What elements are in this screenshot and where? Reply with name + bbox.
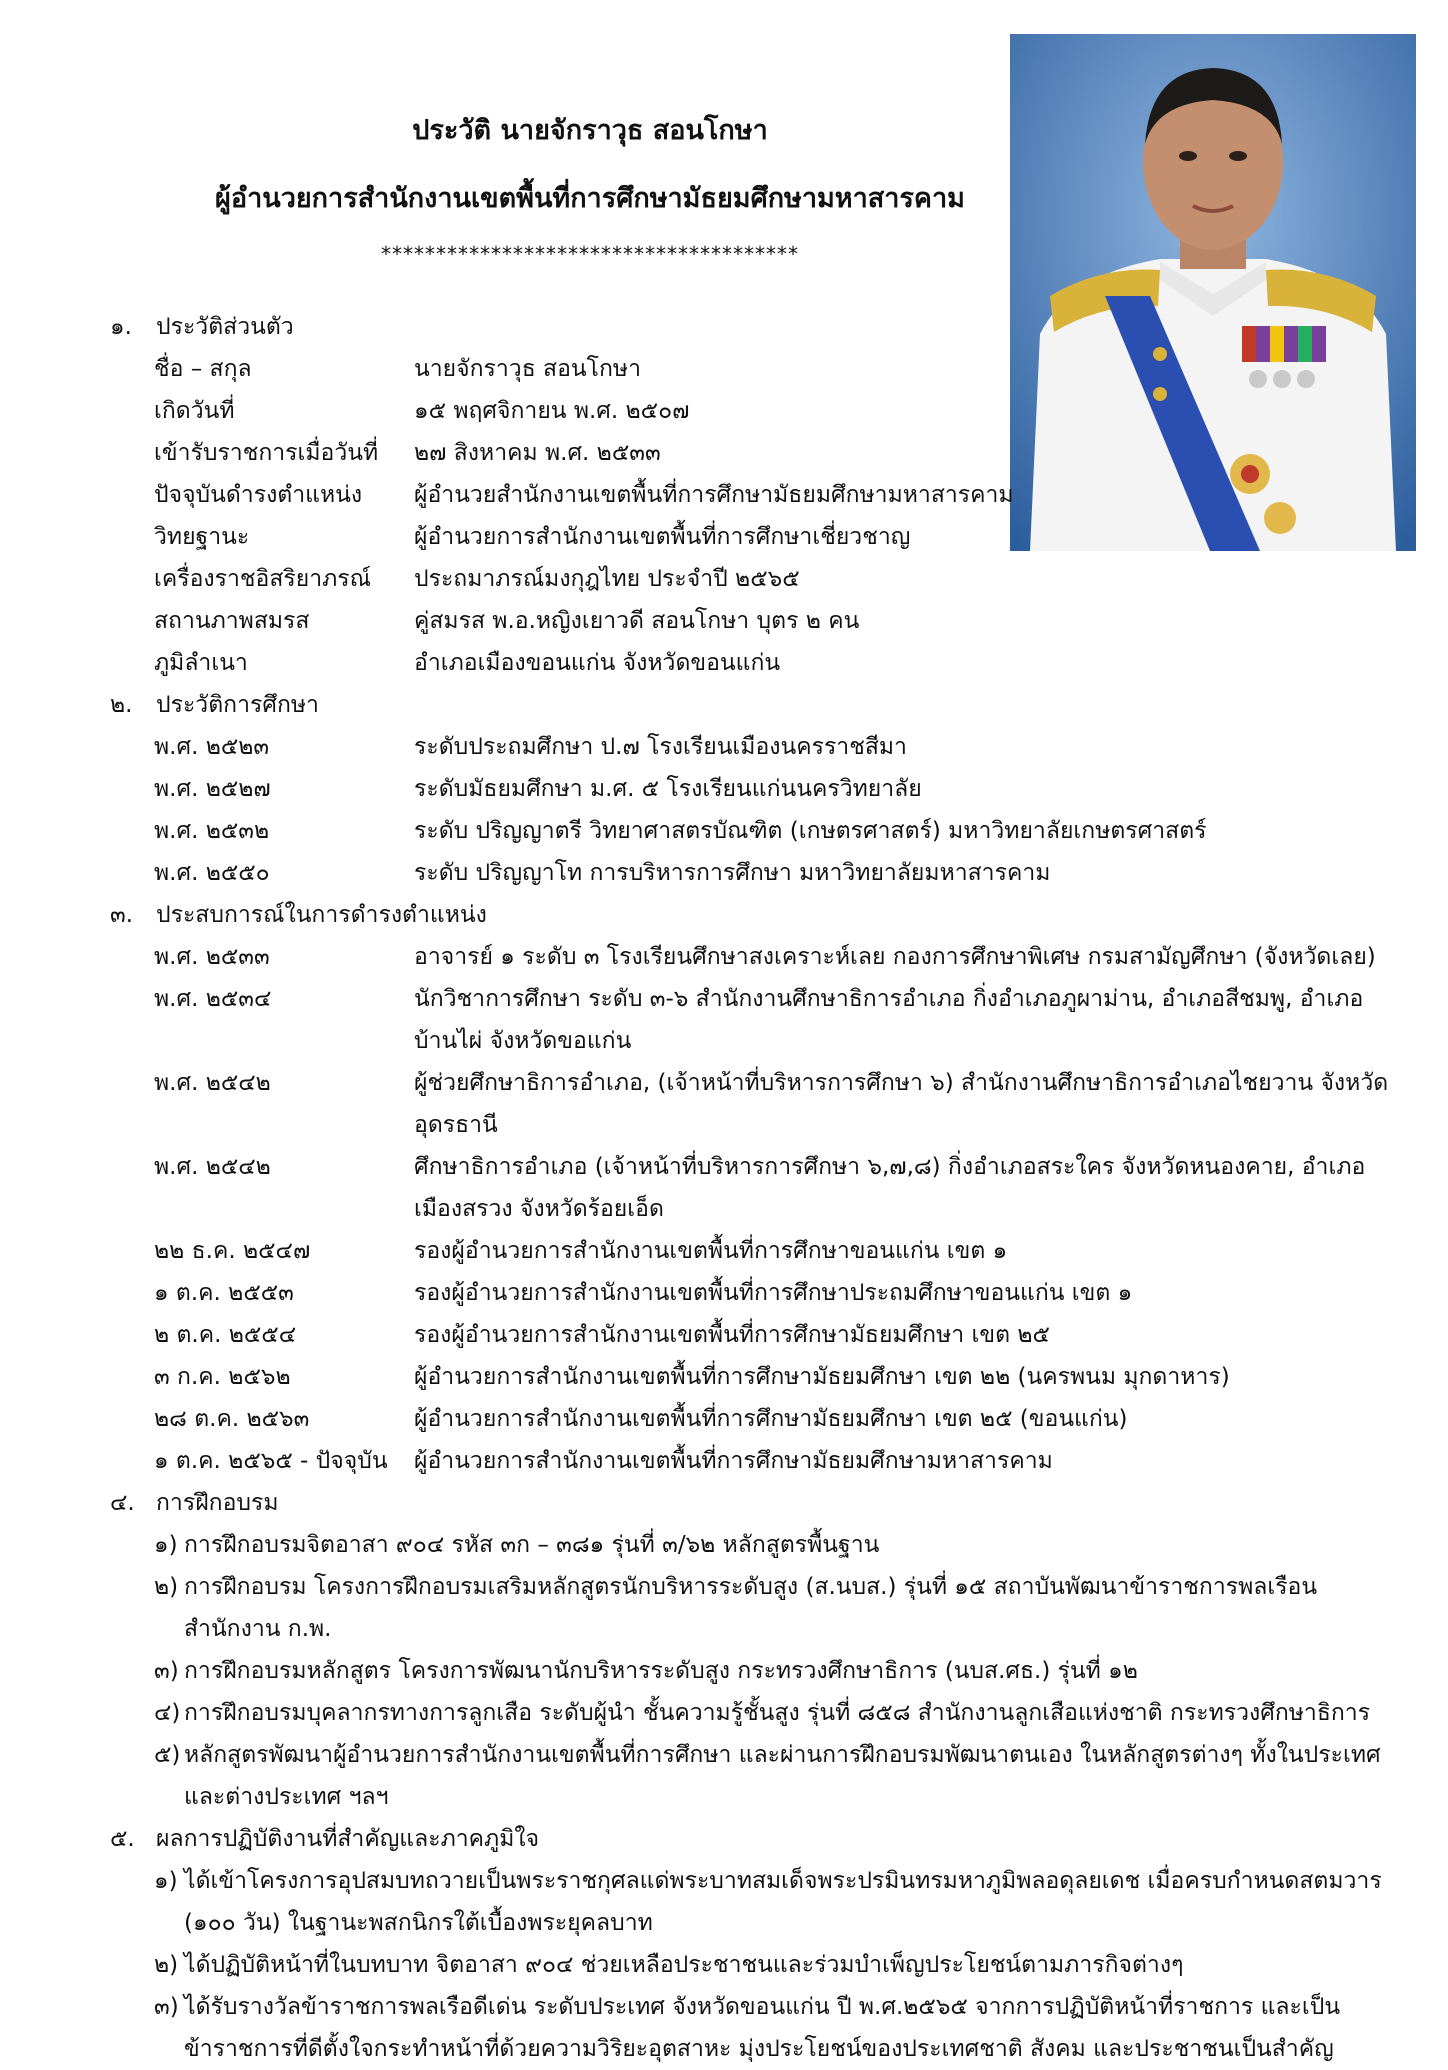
row-label: ปัจจุบันดำรงตำแหน่ง: [154, 482, 363, 508]
row-value: ผู้อำนวยสำนักงานเขตพื้นที่การศึกษามัธยมศึกษามหาสารคาม: [414, 482, 1014, 508]
row-value: ผู้อำนวยการสำนักงานเขตพื้นที่การศึกษามัธยมศึกษา เขต ๒๕ (ขอนแก่น): [414, 1406, 1128, 1432]
experience-row: [110, 1440, 1400, 1482]
section-training-heading: [110, 1482, 1400, 1524]
row-label: พ.ศ. ๒๕๔๒: [154, 1070, 271, 1096]
training-item: [110, 1650, 1400, 1692]
item-number: ๓): [154, 1994, 179, 2020]
row-label: เข้ารับราชการเมื่อวันที่: [154, 440, 379, 466]
row-label: พ.ศ. ๒๕๕๐: [154, 860, 270, 886]
row-value: ศึกษาธิการอำเภอ (เจ้าหน้าที่บริหารการศึกษา ๖,๗,๘) กิ่งอำเภอสระใคร จังหวัดหนองคาย, อำเภอเมืองสรวง จังหวัดร้อยเอ็ด: [414, 1154, 1366, 1222]
row-label: พ.ศ. ๒๕๒๓: [154, 734, 270, 760]
section-number: ๓.: [110, 902, 134, 928]
row-value: ๒๗ สิงหาคม พ.ศ. ๒๕๓๓: [414, 440, 661, 466]
section-title: ผลการปฏิบัติงานที่สำคัญและภาคภูมิใจ: [156, 1826, 540, 1852]
education-row: [110, 726, 1400, 768]
item-text: การฝึกอบรมจิตอาสา ๙๐๔ รหัส ๓ก – ๓๘๑ รุ่นที่ ๓/๖๒ หลักสูตรพื้นฐาน: [184, 1532, 880, 1558]
item-number: ๒): [154, 1574, 179, 1600]
section-achievements-heading: [110, 1818, 1400, 1860]
row-label: พ.ศ. ๒๕๓๓: [154, 944, 270, 970]
row-label: ๒๘ ต.ค. ๒๕๖๓: [154, 1406, 310, 1432]
row-value: ประถมาภรณ์มงกุฎไทย ประจำปี ๒๕๖๕: [414, 566, 800, 592]
item-number: ๒): [154, 1952, 179, 1978]
achievement-item: [110, 1860, 1400, 1944]
row-label: ๓ ก.ค. ๒๕๖๒: [154, 1364, 291, 1390]
row-value: ระดับมัธยมศึกษา ม.ศ. ๕ โรงเรียนแก่นนครวิทยาลัย: [414, 776, 922, 802]
row-label: เครื่องราชอิสริยาภรณ์: [154, 566, 371, 592]
item-text: ได้ปฏิบัติหน้าที่ในบทบาท จิตอาสา ๙๐๔ ช่วยเหลือประชาชนและร่วมบำเพ็ญประโยชน์ตามภารกิจต่างๆ: [184, 1952, 1184, 1978]
row-value: คู่สมรส พ.อ.หญิงเยาวดี สอนโกษา บุตร ๒ คน: [414, 608, 860, 634]
experience-row: [110, 1230, 1400, 1272]
personal-row: [110, 474, 1400, 516]
row-value: ผู้อำนวยการสำนักงานเขตพื้นที่การศึกษามัธยมศึกษามหาสารคาม: [414, 1448, 1053, 1474]
item-text: การฝึกอบรมหลักสูตร โครงการพัฒนานักบริหารระดับสูง กระทรวงศึกษาธิการ (นบส.ศธ.) รุ่นที่ ๑๒: [184, 1658, 1138, 1684]
row-value: อำเภอเมืองขอนแก่น จังหวัดขอนแก่น: [414, 650, 781, 676]
achievement-item: [110, 1986, 1400, 2070]
item-number: ๓): [154, 1658, 179, 1684]
document-title: ประวัติ นายจักราวุธ สอนโกษา: [412, 115, 768, 146]
training-item: [110, 1692, 1400, 1734]
row-label: ภูมิลำเนา: [154, 650, 248, 676]
section-education-heading: [110, 684, 1400, 726]
row-value: ๑๕ พฤศจิกายน พ.ศ. ๒๕๐๗: [414, 398, 690, 424]
education-row: [110, 810, 1400, 852]
document-subtitle: ผู้อำนวยการสำนักงานเขตพื้นที่การศึกษามัธยมศึกษามหาสารคาม: [215, 183, 965, 214]
experience-row: [110, 1272, 1400, 1314]
education-row: [110, 768, 1400, 810]
section-title: การฝึกอบรม: [156, 1490, 279, 1516]
item-text: หลักสูตรพัฒนาผู้อำนวยการสำนักงานเขตพื้นที่การศึกษา และผ่านการฝึกอบรมพัฒนาตนเอง ในหลักสูตรต่างๆ ทั้งในประเทศและต่างประเทศ ฯลฯ: [184, 1742, 1381, 1810]
row-value: รองผู้อำนวยการสำนักงานเขตพื้นที่การศึกษามัธยมศึกษา เขต ๒๕: [414, 1322, 1050, 1348]
item-text: ได้เข้าโครงการอุปสมบทถวายเป็นพระราชกุศลแด่พระบาทสมเด็จพระปรมินทรมหาภูมิพลอดุลยเดช เมื่อครบกำหนดสตมวาร (๑๐๐ วัน) ในฐานะพสกนิกรใต้เบื้องพระยุคลบาท: [184, 1868, 1382, 1936]
row-value: ระดับประถมศึกษา ป.๗ โรงเรียนเมืองนครราชสีมา: [414, 734, 907, 760]
row-value: ผู้อำนวยการสำนักงานเขตพื้นที่การศึกษาเชี่ยวชาญ: [414, 524, 911, 550]
personal-row: [110, 432, 1400, 474]
experience-row: [110, 936, 1400, 978]
item-text: การฝึกอบรม โครงการฝึกอบรมเสริมหลักสูตรนักบริหารระดับสูง (ส.นบส.) รุ่นที่ ๑๕ สถาบันพัฒนาข้าราชการพลเรือน สำนักงาน ก.พ.: [184, 1574, 1318, 1642]
row-label: วิทยฐานะ: [154, 524, 250, 550]
section-experience-heading: [110, 894, 1400, 936]
row-value: ผู้ช่วยศึกษาธิการอำเภอ, (เจ้าหน้าที่บริหารการศึกษา ๖) สำนักงานศึกษาธิการอำเภอไชยวาน จังหวัดอุดรธานี: [414, 1070, 1389, 1138]
section-number: ๔.: [110, 1490, 135, 1516]
row-label: พ.ศ. ๒๕๓๒: [154, 818, 270, 844]
row-value: อาจารย์ ๑ ระดับ ๓ โรงเรียนศึกษาสงเคราะห์เลย กองการศึกษาพิเศษ กรมสามัญศึกษา (จังหวัดเลย): [414, 944, 1376, 970]
row-label: ๒ ต.ค. ๒๕๕๔: [154, 1322, 297, 1348]
section-number: ๕.: [110, 1826, 135, 1852]
personal-row: [110, 390, 1400, 432]
section-title: ประวัติการศึกษา: [156, 692, 319, 718]
row-label: เกิดวันที่: [154, 398, 235, 424]
row-label: พ.ศ. ๒๕๔๒: [154, 1154, 271, 1180]
section-personal-heading: [110, 306, 1400, 348]
separator-line: **************************************: [381, 242, 799, 266]
personal-row: [110, 348, 1400, 390]
training-item: [110, 1566, 1400, 1650]
experience-row: [110, 978, 1400, 1062]
education-row: [110, 852, 1400, 894]
experience-row: [110, 1146, 1400, 1230]
item-text: ได้รับรางวัลข้าราชการพลเรือดีเด่น ระดับประเทศ จังหวัดขอนแก่น ปี พ.ศ.๒๕๖๕ จากการปฏิบัติหน้าที่ราชการ และเป็นข้าราชการที่ดีตั้งใจกระทำหน้าที่ด้วยความวิริยะอุตสาหะ มุ่งประโยชน์ของประเทศชาติ สังคม และประชาชนเป็นสำคัญ: [184, 1994, 1341, 2062]
section-number: ๒.: [110, 692, 133, 718]
row-label: ๒๒ ธ.ค. ๒๕๔๗: [154, 1238, 311, 1264]
row-label: ๑ ต.ค. ๒๕๕๓: [154, 1280, 294, 1306]
personal-row: [110, 516, 1400, 558]
section-title: ประสบการณ์ในการดำรงตำแหน่ง: [156, 902, 487, 928]
item-number: ๑): [154, 1868, 178, 1894]
personal-row: [110, 642, 1400, 684]
row-label: สถานภาพสมรส: [154, 608, 310, 634]
row-value: รองผู้อำนวยการสำนักงานเขตพื้นที่การศึกษาประถมศึกษาขอนแก่น เขต ๑: [414, 1280, 1133, 1306]
row-value: นายจักราวุธ สอนโกษา: [414, 356, 641, 382]
experience-row: [110, 1314, 1400, 1356]
biography-content: [110, 306, 1400, 2070]
item-number: ๔): [154, 1700, 181, 1726]
row-label: พ.ศ. ๒๕๒๗: [154, 776, 271, 802]
item-number: ๑): [154, 1532, 178, 1558]
item-number: ๕): [154, 1742, 181, 1768]
row-value: รองผู้อำนวยการสำนักงานเขตพื้นที่การศึกษาขอนแก่น เขต ๑: [414, 1238, 1008, 1264]
personal-row: [110, 600, 1400, 642]
experience-row: [110, 1398, 1400, 1440]
personal-row: [110, 558, 1400, 600]
row-label: ชื่อ – สกุล: [154, 356, 252, 382]
section-number: ๑.: [110, 314, 132, 340]
experience-row: [110, 1356, 1400, 1398]
training-item: [110, 1734, 1400, 1818]
achievement-item: [110, 1944, 1400, 1986]
item-text: การฝึกอบรมบุคลากรทางการลูกเสือ ระดับผู้นำ ชั้นความรู้ชั้นสูง รุ่นที่ ๘๕๘ สำนักงานลูกเสือแห่งชาติ กระทรวงศึกษาธิการ: [184, 1700, 1371, 1726]
row-value: ผู้อำนวยการสำนักงานเขตพื้นที่การศึกษามัธยมศึกษา เขต ๒๒ (นครพนม มุกดาหาร): [414, 1364, 1230, 1390]
section-title: ประวัติส่วนตัว: [156, 314, 294, 340]
row-value: นักวิชาการศึกษา ระดับ ๓-๖ สำนักงานศึกษาธิการอำเภอ กิ่งอำเภอภูผาม่าน, อำเภอสีชมพู, อำเภอบ้านไผ่ จังหวัดขอแก่น: [414, 986, 1364, 1054]
row-label: พ.ศ. ๒๕๓๔: [154, 986, 272, 1012]
row-label: ๑ ต.ค. ๒๕๖๕ - ปัจจุบัน: [154, 1448, 388, 1474]
experience-row: [110, 1062, 1400, 1146]
training-item: [110, 1524, 1400, 1566]
row-value: ระดับ ปริญญาโท การบริหารการศึกษา มหาวิทยาลัยมหาสารคาม: [414, 860, 1051, 886]
row-value: ระดับ ปริญญาตรี วิทยาศาสตรบัณฑิต (เกษตรศาสตร์) มหาวิทยาลัยเกษตรศาสตร์: [414, 818, 1207, 844]
